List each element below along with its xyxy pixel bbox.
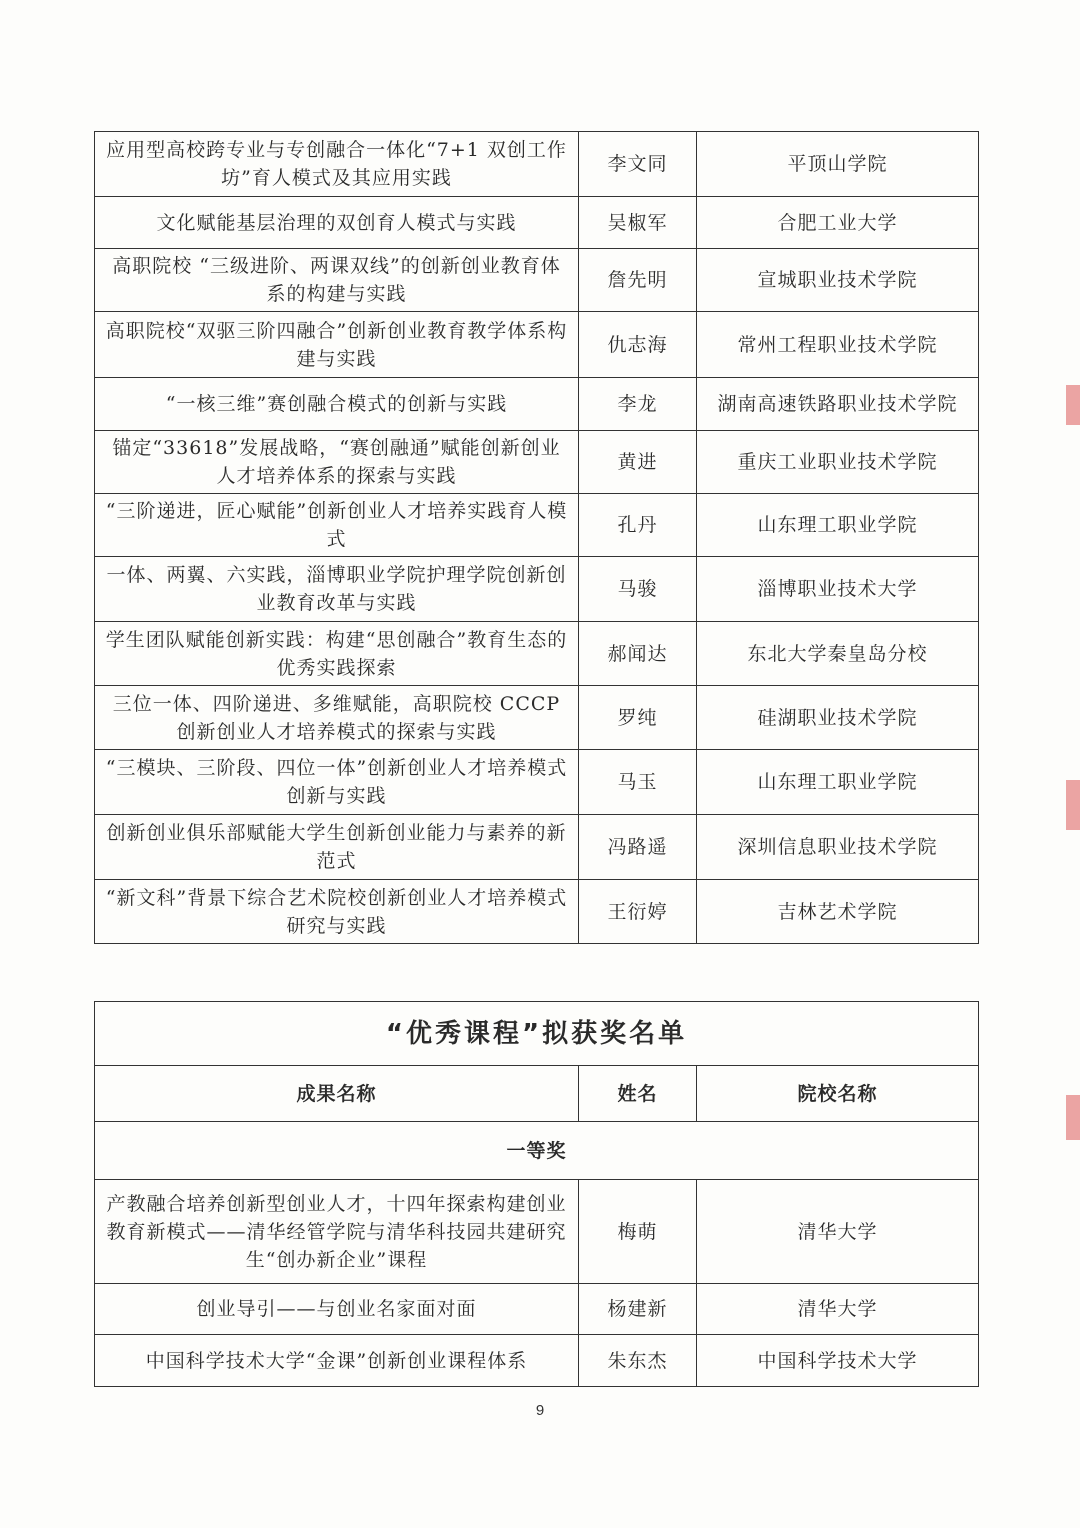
person-name: 黄进	[579, 431, 697, 494]
person-name: 吴椒军	[579, 197, 697, 249]
school-name: 湖南高速铁路职业技术学院	[697, 378, 979, 431]
section-title-row	[95, 1002, 979, 1066]
achievement-title: 产教融合培养创新型创业人才，十四年探索构建创业教育新模式——清华经管学院与清华科技园共建研究生“创办新企业”课程	[95, 1180, 579, 1284]
achievement-title: 高职院校 “三级进阶、两课双线”的创新创业教育体系的构建与实践	[95, 249, 579, 312]
achievement-title: 锚定“33618”发展战略，“赛创融通”赋能创新创业人才培养体系的探索与实践	[95, 431, 579, 494]
table-row	[95, 1335, 979, 1387]
achievement-title: 应用型高校跨专业与专创融合一体化“7+1 双创工作坊”育人模式及其应用实践	[95, 132, 579, 197]
achievement-title: “三阶递进，匠心赋能”创新创业人才培养实践育人模式	[95, 494, 579, 557]
table-row	[95, 880, 979, 944]
achievement-title: 创新创业俱乐部赋能大学生创新创业能力与素养的新范式	[95, 815, 579, 880]
school-name: 深圳信息职业技术学院	[697, 815, 979, 880]
school-name: 清华大学	[697, 1284, 979, 1335]
table-row	[95, 1180, 979, 1284]
table-row	[95, 378, 979, 431]
school-name: 常州工程职业技术学院	[697, 312, 979, 378]
school-name: 东北大学秦皇岛分校	[697, 622, 979, 686]
person-name: 王衍婷	[579, 880, 697, 944]
person-name: 梅萌	[579, 1180, 697, 1284]
table-row	[95, 197, 979, 249]
seal-edge-mark	[1066, 385, 1080, 425]
table-row	[95, 494, 979, 557]
table-row	[95, 686, 979, 750]
person-name: 杨建新	[579, 1284, 697, 1335]
column-header-title: 成果名称	[95, 1066, 579, 1122]
table-row	[95, 750, 979, 815]
award-list-table	[94, 131, 979, 944]
section-title: “优秀课程”拟获奖名单	[95, 1002, 979, 1066]
achievement-title: “新文科”背景下综合艺术院校创新创业人才培养模式研究与实践	[95, 880, 579, 944]
seal-edge-mark	[1066, 780, 1080, 830]
school-name: 山东理工职业学院	[697, 494, 979, 557]
person-name: 李龙	[579, 378, 697, 431]
achievement-title: 文化赋能基层治理的双创育人模式与实践	[95, 197, 579, 249]
school-name: 吉林艺术学院	[697, 880, 979, 944]
school-name: 宣城职业技术学院	[697, 249, 979, 312]
achievement-title: 中国科学技术大学“金课”创新创业课程体系	[95, 1335, 579, 1387]
school-name: 山东理工职业学院	[697, 750, 979, 815]
person-name: 冯路遥	[579, 815, 697, 880]
column-header-school: 院校名称	[697, 1066, 979, 1122]
table-row	[95, 1284, 979, 1335]
award-level: 一等奖	[95, 1122, 979, 1180]
school-name: 清华大学	[697, 1180, 979, 1284]
achievement-title: 高职院校“双驱三阶四融合”创新创业教育教学体系构建与实践	[95, 312, 579, 378]
award-level-row	[95, 1122, 979, 1180]
table-row	[95, 557, 979, 622]
table-row	[95, 312, 979, 378]
page-number: 9	[535, 1402, 545, 1419]
person-name: 马骏	[579, 557, 697, 622]
achievement-title: 学生团队赋能创新实践：构建“思创融合”教育生态的优秀实践探索	[95, 622, 579, 686]
person-name: 郝闻达	[579, 622, 697, 686]
table-row	[95, 249, 979, 312]
school-name: 中国科学技术大学	[697, 1335, 979, 1387]
achievement-title: 一体、两翼、六实践，淄博职业学院护理学院创新创业教育改革与实践	[95, 557, 579, 622]
header-row	[95, 1066, 979, 1122]
table-row	[95, 815, 979, 880]
person-name: 李文同	[579, 132, 697, 197]
excellent-course-table	[94, 1001, 979, 1387]
column-header-name: 姓名	[579, 1066, 697, 1122]
achievement-title: 三位一体、四阶递进、多维赋能，高职院校 CCCP 创新创业人才培养模式的探索与实践	[95, 686, 579, 750]
school-name: 合肥工业大学	[697, 197, 979, 249]
person-name: 罗纯	[579, 686, 697, 750]
person-name: 马玉	[579, 750, 697, 815]
table-row	[95, 431, 979, 494]
achievement-title: “三模块、三阶段、四位一体”创新创业人才培养模式创新与实践	[95, 750, 579, 815]
school-name: 淄博职业技术大学	[697, 557, 979, 622]
school-name: 硅湖职业技术学院	[697, 686, 979, 750]
table-row	[95, 622, 979, 686]
person-name: 朱东杰	[579, 1335, 697, 1387]
person-name: 仇志海	[579, 312, 697, 378]
person-name: 孔丹	[579, 494, 697, 557]
achievement-title: 创业导引——与创业名家面对面	[95, 1284, 579, 1335]
school-name: 重庆工业职业技术学院	[697, 431, 979, 494]
table-row	[95, 132, 979, 197]
seal-edge-mark	[1066, 1095, 1080, 1140]
school-name: 平顶山学院	[697, 132, 979, 197]
person-name: 詹先明	[579, 249, 697, 312]
achievement-title: “一核三维”赛创融合模式的创新与实践	[95, 378, 579, 431]
